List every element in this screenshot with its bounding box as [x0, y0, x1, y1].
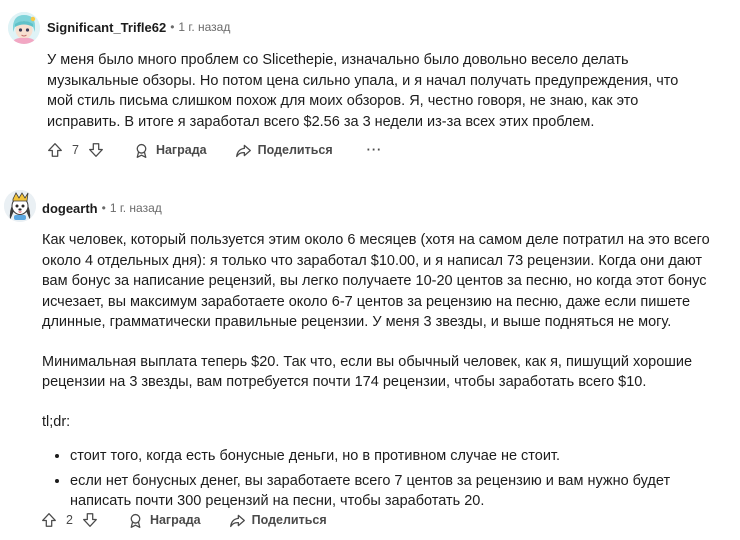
comment-paragraph: tl;dr: [42, 413, 71, 430]
award-label: Награда [149, 513, 201, 527]
comment-body [47, 50, 707, 132]
comment-body [42, 230, 712, 516]
award-label: Награда [155, 143, 207, 157]
upvote-icon[interactable] [40, 511, 58, 529]
comment-text: У меня было много проблем со Slicethepie, изначально было довольно весело делать музыкальные обзоры. Но потом цена сильно упала, и я начал получать предупреждения, что мой стиль письма слишком похож для моих обзоров. Я, честно говоря, не знаю, как это исправить. В итоге я заработал всего $2.56 за 3 недели из-за всех этих проблем. [47, 52, 679, 130]
comment-header [47, 17, 230, 37]
award-icon [127, 512, 144, 529]
author-name[interactable]: dogearth [42, 200, 98, 216]
more-options-button[interactable]: ··· [366, 143, 383, 157]
list-item: • стоит того, когда есть бонусные деньги, но в противном случае не стоит. [70, 446, 712, 467]
vote-count: 2 [66, 513, 73, 527]
comment-time[interactable]: 1 г. назад [178, 20, 231, 34]
share-label: Поделиться [251, 513, 327, 527]
award-button[interactable] [127, 512, 201, 529]
share-icon [229, 512, 246, 529]
comment-paragraph: Минимальная выплата теперь $20. Так что, если вы обычный человек, как я, пишущий хорошие рецензии на 3 звезды, вам потребуется почти 174 рецензии, чтобы заработать всего $10. [42, 353, 693, 390]
award-button[interactable] [133, 142, 207, 159]
share-icon [235, 142, 252, 159]
award-icon [133, 142, 150, 159]
share-button[interactable] [235, 142, 333, 159]
anime-character-avatar-icon [8, 12, 40, 44]
meta-separator: • [170, 20, 175, 34]
comment-paragraph: Как человек, который пользуется этим около 6 месяцев (хотя на самом деле потратил на это всего около 4 отдельных дня): я только что заработал $10.00, и я написал 73 рецензии. Когда они дают вам бонус за написание рецензий, вы легко получаете 10-20 центов за песню, но когда этот бонус исчезает, вы максимум заработаете около 6-7 центов за рецензию на песню, даже если пишете длинные, грамматически правильные рецензии. У меня 3 звезды, и выше подняться не могу. [42, 232, 710, 330]
vote-count: 7 [72, 143, 79, 157]
user-avatar[interactable] [8, 12, 40, 44]
comment-header [42, 198, 162, 218]
user-avatar[interactable] [4, 190, 36, 222]
comment-actions [46, 139, 382, 161]
downvote-icon[interactable] [81, 511, 99, 529]
upvote-icon[interactable] [46, 141, 64, 159]
author-name[interactable]: Significant_Trifle62 [47, 19, 167, 35]
comment-actions [40, 509, 327, 531]
share-label: Поделиться [257, 143, 333, 157]
meta-separator: • [101, 201, 106, 215]
downvote-icon[interactable] [87, 141, 105, 159]
list-item: • если нет бонусных денег, вы заработаете всего 7 центов за рецензию и вам нужно будет написать почти 300 рецензий на песни, чтобы заработать 20. [70, 471, 712, 512]
cartoon-dog-avatar-icon [4, 190, 36, 222]
comment-time[interactable]: 1 г. назад [109, 201, 162, 215]
share-button[interactable] [229, 512, 327, 529]
bullet-list [42, 446, 712, 512]
